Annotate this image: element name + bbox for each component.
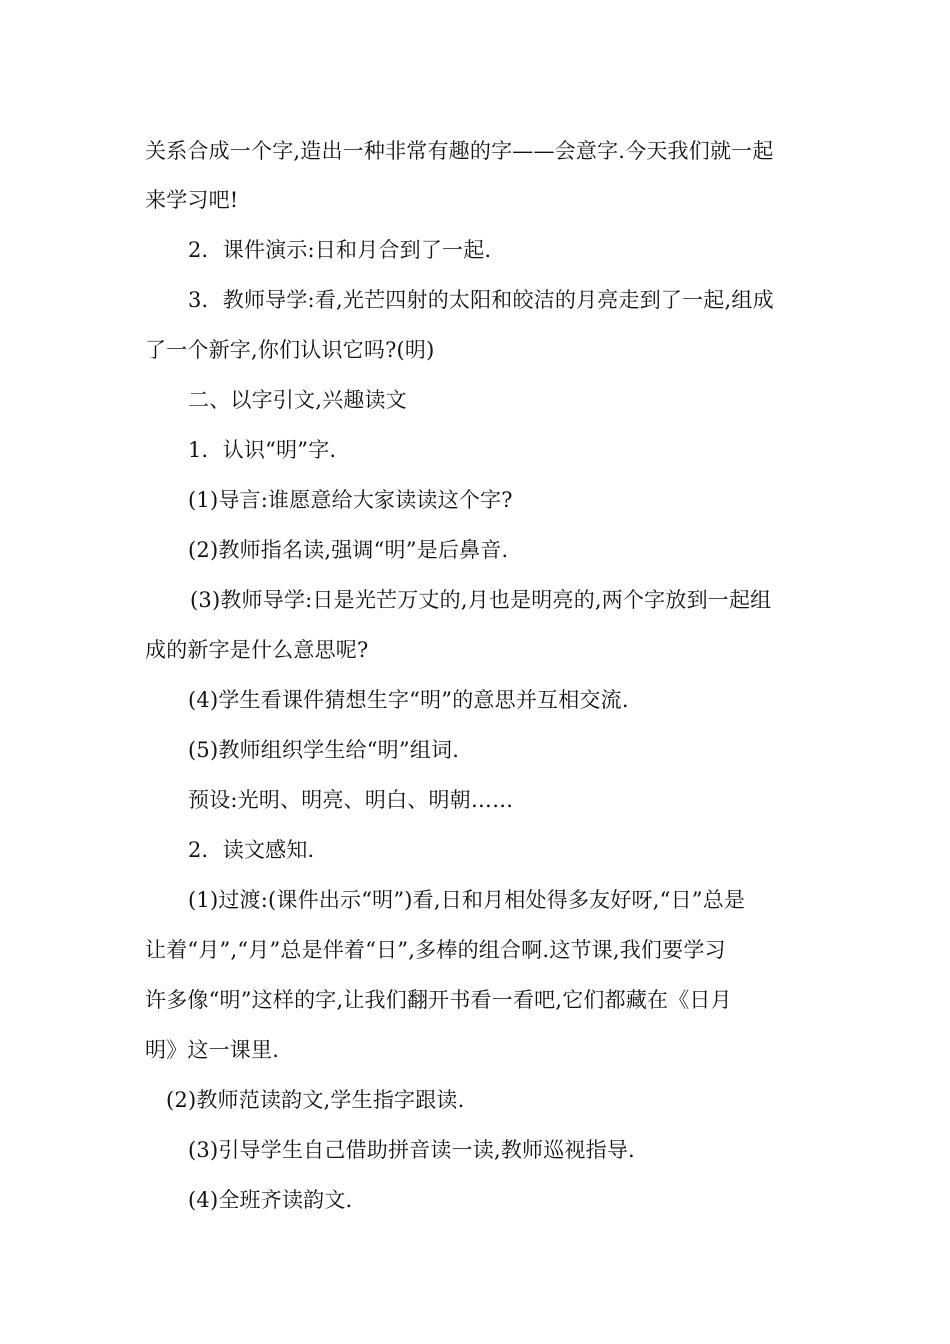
text-line-11: 成的新字是什么意思呢? [145,638,369,662]
text-line-22: (4)全班齐读韵文. [188,1188,353,1212]
text-line-20: (2)教师范读韵文,学生指字跟读. [166,1088,465,1112]
text-line-9: (2)教师指名读,强调“明”是后鼻音. [188,538,509,562]
text-line-3: 2．课件演示:日和月合到了一起. [188,238,492,262]
text-line-15: 2．读文感知. [188,838,315,862]
text-line-13: (5)教师组织学生给“明”组词. [188,738,460,762]
text-line-14: 预设:光明、明亮、明白、明朝…… [188,788,514,812]
text-line-4: 3．教师导学:看,光芒四射的太阳和皎洁的月亮走到了一起,组成 [188,288,774,312]
text-line-16: (1)过渡:(课件出示“明”)看,日和月相处得多友好呀,“日”总是 [188,888,746,912]
text-line-19: 明》这一课里. [145,1038,280,1062]
text-line-2: 来学习吧! [145,188,239,212]
text-line-21: (3)引导学生自己借助拼音读一读,教师巡视指导. [188,1138,635,1162]
text-line-12: (4)学生看课件猜想生字“明”的意思并互相交流. [188,688,629,712]
text-line-1: 关系合成一个字,造出一种非常有趣的字——会意字.今天我们就一起 [145,139,774,163]
text-line-17: 让着“月”,“月”总是伴着“日”,多棒的组合啊.这节课,我们要学习 [145,938,726,962]
text-line-18: 许多像“明”这样的字,让我们翻开书看一看吧,它们都藏在《日月 [145,988,732,1012]
text-line-8: (1)导言:谁愿意给大家读读这个字? [188,488,513,512]
text-line-7: 1．认识“明”字. [188,438,337,462]
text-line-5: 了一个新字,你们认识它吗?(明) [145,338,435,362]
text-line-10: (3)教师导学:日是光芒万丈的,月也是明亮的,两个字放到一起组 [190,588,772,612]
section-heading: 二、以字引文,兴趣读文 [188,388,407,412]
